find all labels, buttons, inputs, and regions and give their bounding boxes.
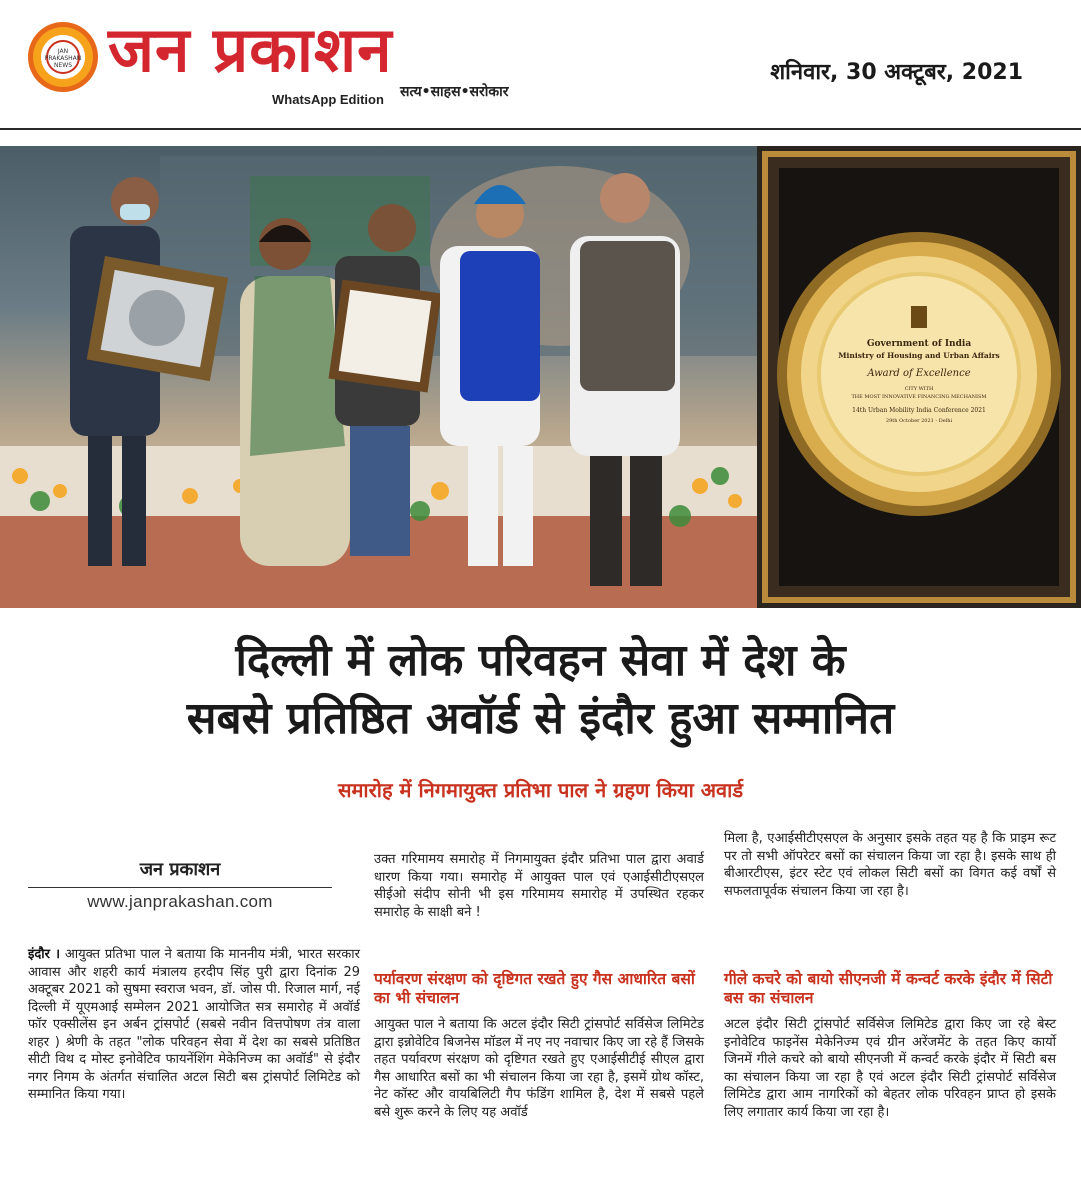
column-1-text: आयुक्त प्रतिभा पाल ने बताया कि माननीय मंत्री, भारत सरकार आवास और शहरी कार्य मंत्रालय हरदीप सिंह पुरी द्वारा दिनांक 29 अक्टूबर 2021 को सुषमा स्वराज भवन, डॉ. जोस पी. रिजाल मार्ग, नई दिल्ली में यूएमआई सम्मेलन 2021 आयोजित सत्र समारोह में अवॉर्ड फॉर एक्सीलेंस इन अर्बन ट्रांसपोर्ट (सबसे नवीन वित्तपोषण तंत्र वाला शहर ) श्रेणी के तहत "लोक परिवहन सेवा में देश का सबसे प्रतिष्ठित सीटी विथ द मोस्ट इनोवेटिव फायनेंशिंग मेकेनिज्म का अवॉर्ड" से इंदौर नगर निगम के अंतर्गत संचालित अटल सिटी बस ट्रांसपोर्ट लिमिटेड को सम्मानित किया गया। xyxy=(28,947,360,1102)
edition-label: WhatsApp Edition xyxy=(272,92,384,107)
byline: जन प्रकाशन xyxy=(139,859,221,880)
logo-seal xyxy=(28,22,98,92)
headline-line-1: दिल्ली में लोक परिवहन सेवा में देश के xyxy=(235,635,846,686)
award-plaque-photo xyxy=(757,146,1081,608)
website-link[interactable]: www.janprakashan.com xyxy=(87,892,273,911)
section-heading-bio-cng: गीले कचरे को बायो सीएनजी में कन्वर्ट करके इंदौर में सिटी बस का संचालन xyxy=(724,970,1053,1007)
dateline: इंदौर । xyxy=(28,947,61,962)
article-headline xyxy=(0,632,1081,748)
masthead-divider xyxy=(0,128,1081,130)
plaque-line-3: Award of Excellence xyxy=(867,368,971,379)
masthead xyxy=(0,0,1081,130)
tagline: सत्य•साहस•सरोकार xyxy=(400,84,509,100)
article-subheadline: समारोह में निगमायुक्त प्रतिभा पाल ने ग्रहण किया अवार्ड xyxy=(337,778,744,802)
newspaper-title: जन प्रकाशन xyxy=(108,13,393,86)
plaque-line-2: Ministry of Housing and Urban Affairs xyxy=(838,351,1000,360)
plaque-line-1: Government of India xyxy=(866,339,972,349)
article-column-3: मिला है, एआईसीटीएसएल के अनुसार इसके तहत यह है कि प्राइम रूट पर तो सभी ऑपरेटर बसों का संचालन किया जा रहा है। इसके साथ ही बीआरटीएस, इंटर स्टेट एवं लोकल सिटी बसों का विगत कई वर्षों से सफलतापूर्वक संचालन किया जा रहा है। xyxy=(724,831,1056,899)
ceremony-scene xyxy=(0,146,757,608)
article-column-2-continued: आयुक्त पाल ने बताया कि अटल इंदौर सिटी ट्रांसपोर्ट सर्विसेज लिमिटेड द्वारा इन्नोवेटिव बिजनेस मॉडल में नए नए नवाचार किए जा रहे हैं जिसके तहत पर्यावरण संरक्षण को दृष्टिगत रखते हुए एआईसीटीई सीएल द्वारा गैस आधारित बसों का भी संचालन किया जा रहा है, इसमें ग्रोथ कॉस्ट, नेट कॉस्ट और वायबिलिटी गैप फंडिंग शामिल है, देश में सबसे पहले बसे शुरू करने के लिए यह अवॉर्ड xyxy=(374,1017,704,1120)
article-column-3-continued: अटल इंदौर सिटी ट्रांसपोर्ट सर्विसेज लिमिटेड द्वारा किए जा रहे बेस्ट इनोवेटिव फाइनेंस मेकेनिज्म एवं ग्रीन अरेंजमेंट के तहत किए कार्यो जिनमें गीले कचरे को बायो सीएनजी में कन्वर्ट करके इंदौर में सिटी बस का संचालन किया जा रहा है एवं अटल इंदौर सिटी ट्रांसपोर्ट सर्विसेज लिमिटेड द्वारा आम नागरिकों को बेहतर लोक परिवहन प्राप्त हो इसके लिए लगातार कार्य किया जा रहा है। xyxy=(724,1017,1056,1120)
award-ceremony-photo xyxy=(0,146,757,608)
issue-date: शनिवार, 30 अक्टूबर, 2021 xyxy=(770,60,1023,85)
section-heading-gas-buses: पर्यावरण संरक्षण को दृष्टिगत रखते हुए गैस आधारित बसों का भी संचालन xyxy=(374,970,695,1007)
award-plaque xyxy=(757,146,1081,608)
article-column-2: उक्त गरिमामय समारोह में निगमायुक्त इंदौर प्रतिभा पाल द्वारा अवार्ड धारण किया गया। समारोह में आयुक्त पाल एवं एआईसीटीएसएल सीईओ संदीप सोनी भी इस गरिमामय समारोह में उपस्थित रहकर समारोह के साक्षी बने ! xyxy=(374,852,704,920)
logo-seal-text: JAN PRAKASHAN NEWS xyxy=(46,40,80,74)
plaque-line-7: 29th October 2021 - Delhi xyxy=(885,418,953,424)
byline-divider xyxy=(28,887,332,888)
article-column-1 xyxy=(28,946,360,1104)
plaque-line-5: THE MOST INNOVATIVE FINANCING MECHANISM xyxy=(851,394,987,400)
plaque-line-4: CITY WITH xyxy=(904,386,934,392)
headline-line-2: सबसे प्रतिष्ठित अवॉर्ड से इंदौर हुआ सम्मानित xyxy=(186,693,895,744)
plaque-line-6: 14th Urban Mobility India Conference 2021 xyxy=(852,407,986,414)
